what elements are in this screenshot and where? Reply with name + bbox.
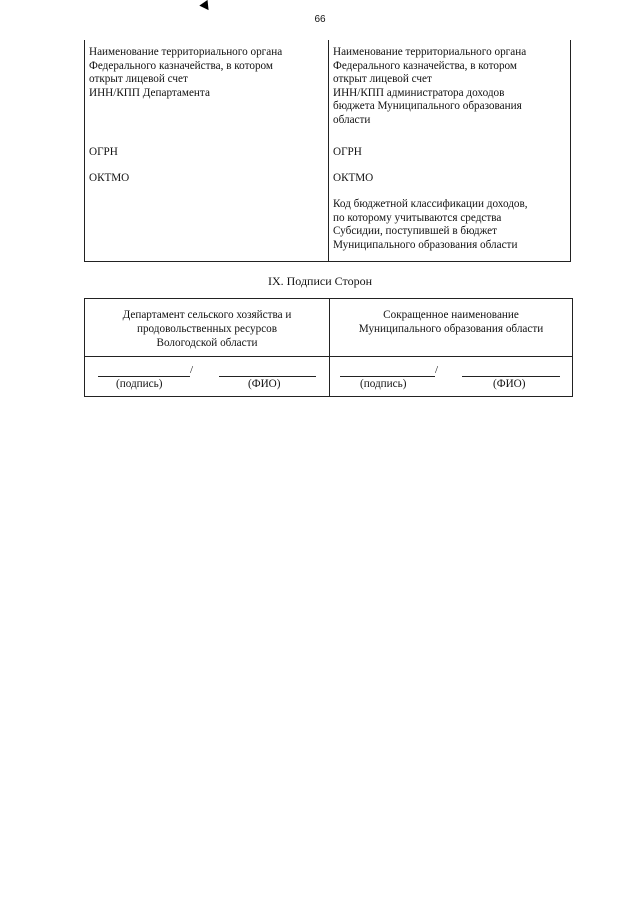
detail-line: Наименование территориального органа xyxy=(333,46,527,58)
page-number: 66 xyxy=(314,14,326,25)
department-ogrn-label: ОГРН xyxy=(89,146,118,158)
detail-line: Федерального казначейства, в котором xyxy=(89,59,274,72)
row-divider xyxy=(85,356,572,357)
detail-line: открыт лицевой счет xyxy=(333,73,432,85)
municipality-details-column xyxy=(333,46,567,127)
signature-separator: / xyxy=(190,364,194,376)
detail-line: ИНН/КПП Департамента xyxy=(89,86,210,99)
detail-line: Федерального казначейства, в котором xyxy=(333,59,518,72)
department-details-column xyxy=(89,46,325,100)
kbk-line: Код бюджетной классификации доходов, xyxy=(333,198,528,210)
municipality-party-name xyxy=(330,308,572,336)
department-oktmo-label: ОКТМО xyxy=(89,172,130,184)
department-signature-caption: (подпись) xyxy=(116,378,163,390)
kbk-line: Субсидии, поступившей в бюджет xyxy=(333,225,498,237)
municipality-signature-line[interactable] xyxy=(340,376,435,377)
department-signature-line[interactable] xyxy=(98,376,190,377)
column-divider xyxy=(328,40,329,261)
municipality-oktmo-label: ОКТМО xyxy=(333,172,374,184)
bank-details-table xyxy=(84,40,571,262)
department-party-name xyxy=(85,308,329,350)
department-name-line[interactable] xyxy=(219,376,316,377)
detail-line: бюджета Муниципального образования xyxy=(333,100,522,112)
municipality-ogrn-label: ОГРН xyxy=(333,146,362,158)
party-name-line: продовольственных ресурсов xyxy=(136,323,278,335)
party-name-line: Департамент сельского хозяйства и xyxy=(122,309,292,321)
kbk-line: по которому учитываются средства xyxy=(333,211,502,224)
kbk-line: Муниципального образования области xyxy=(333,238,518,251)
party-name-line: Сокращенное наименование xyxy=(383,309,519,321)
detail-line: области xyxy=(333,113,371,126)
signatures-heading: IX. Подписи Сторон xyxy=(267,274,373,288)
party-name-line: Муниципального образования области xyxy=(358,323,544,335)
detail-line: открыт лицевой счет xyxy=(89,73,188,85)
signature-separator: / xyxy=(435,364,439,376)
scan-mark xyxy=(199,0,212,13)
department-name-caption: (ФИО) xyxy=(248,378,281,390)
budget-classification-code-block xyxy=(333,198,528,252)
detail-line: Наименование территориального органа xyxy=(89,46,283,58)
municipality-name-line[interactable] xyxy=(462,376,560,377)
detail-line: ИНН/КПП администратора доходов xyxy=(333,86,505,99)
party-name-line: Вологодской области xyxy=(156,337,258,349)
municipality-signature-caption: (подпись) xyxy=(360,378,407,390)
municipality-name-caption: (ФИО) xyxy=(493,378,526,390)
signatures-table xyxy=(84,298,573,397)
